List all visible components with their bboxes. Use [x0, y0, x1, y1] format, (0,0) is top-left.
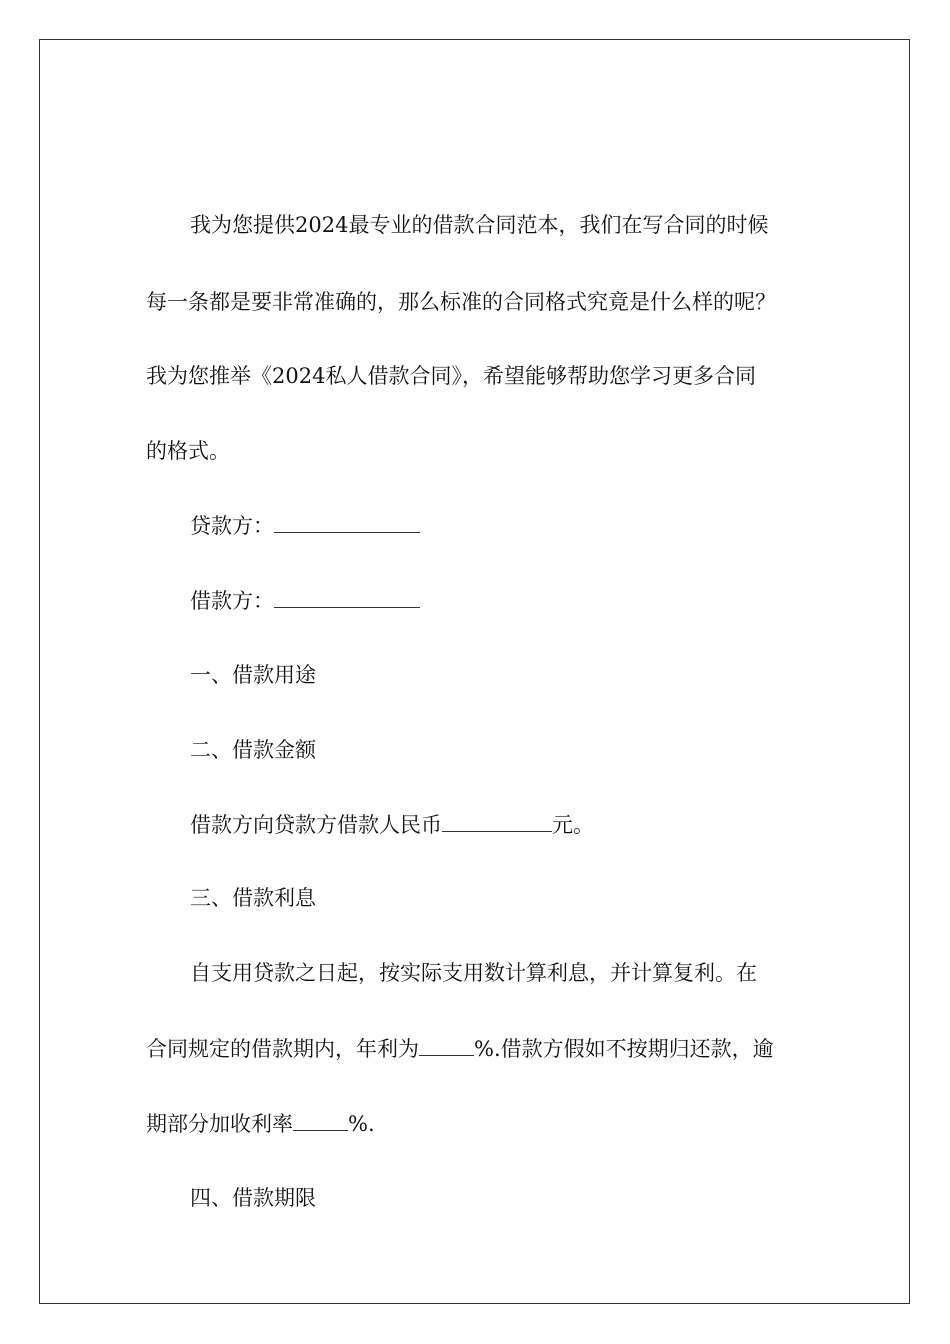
section-2-title: 二、借款金额	[190, 738, 316, 762]
lender-blank[interactable]	[274, 512, 420, 533]
borrower-line	[190, 587, 420, 615]
intro-line-3: 我为您推举《2024私人借款合同》，希望能够帮助您学习更多合同	[146, 364, 756, 388]
interest-line-2-after: %.借款方假如不按期归还款，逾	[474, 1037, 774, 1061]
interest-line-2-before: 合同规定的借款期内，年利为	[146, 1037, 419, 1061]
section-1-title: 一、借款用途	[190, 663, 316, 687]
intro-line-1: 我为您提供2024最专业的借款合同范本，我们在写合同的时候	[190, 213, 769, 237]
interest-line-3	[146, 1110, 375, 1138]
interest-line-1: 自支用贷款之日起，按实际支用数计算利息，并计算复利。在	[190, 961, 757, 985]
section-4-title: 四、借款期限	[190, 1186, 316, 1210]
intro-line-4: 的格式。	[146, 439, 230, 463]
interest-line-3-after: %.	[348, 1112, 375, 1136]
borrower-label: 借款方：	[190, 589, 274, 613]
lender-label: 贷款方：	[190, 514, 274, 538]
interest-line-2	[146, 1035, 774, 1063]
intro-line-2: 每一条都是要非常准确的，那么标准的合同格式究竟是什么样的呢？	[146, 290, 776, 314]
amount-text-before: 借款方向贷款方借款人民币	[190, 813, 442, 837]
section-3-title: 三、借款利息	[190, 886, 316, 910]
interest-line-3-before: 期部分加收利率	[146, 1112, 293, 1136]
borrower-blank[interactable]	[274, 587, 420, 608]
amount-text-after: 元。	[552, 813, 594, 837]
amount-line	[190, 811, 594, 839]
amount-blank[interactable]	[442, 811, 552, 832]
overdue-rate-blank[interactable]	[293, 1110, 348, 1131]
lender-line	[190, 512, 420, 540]
annual-rate-blank[interactable]	[419, 1035, 474, 1056]
